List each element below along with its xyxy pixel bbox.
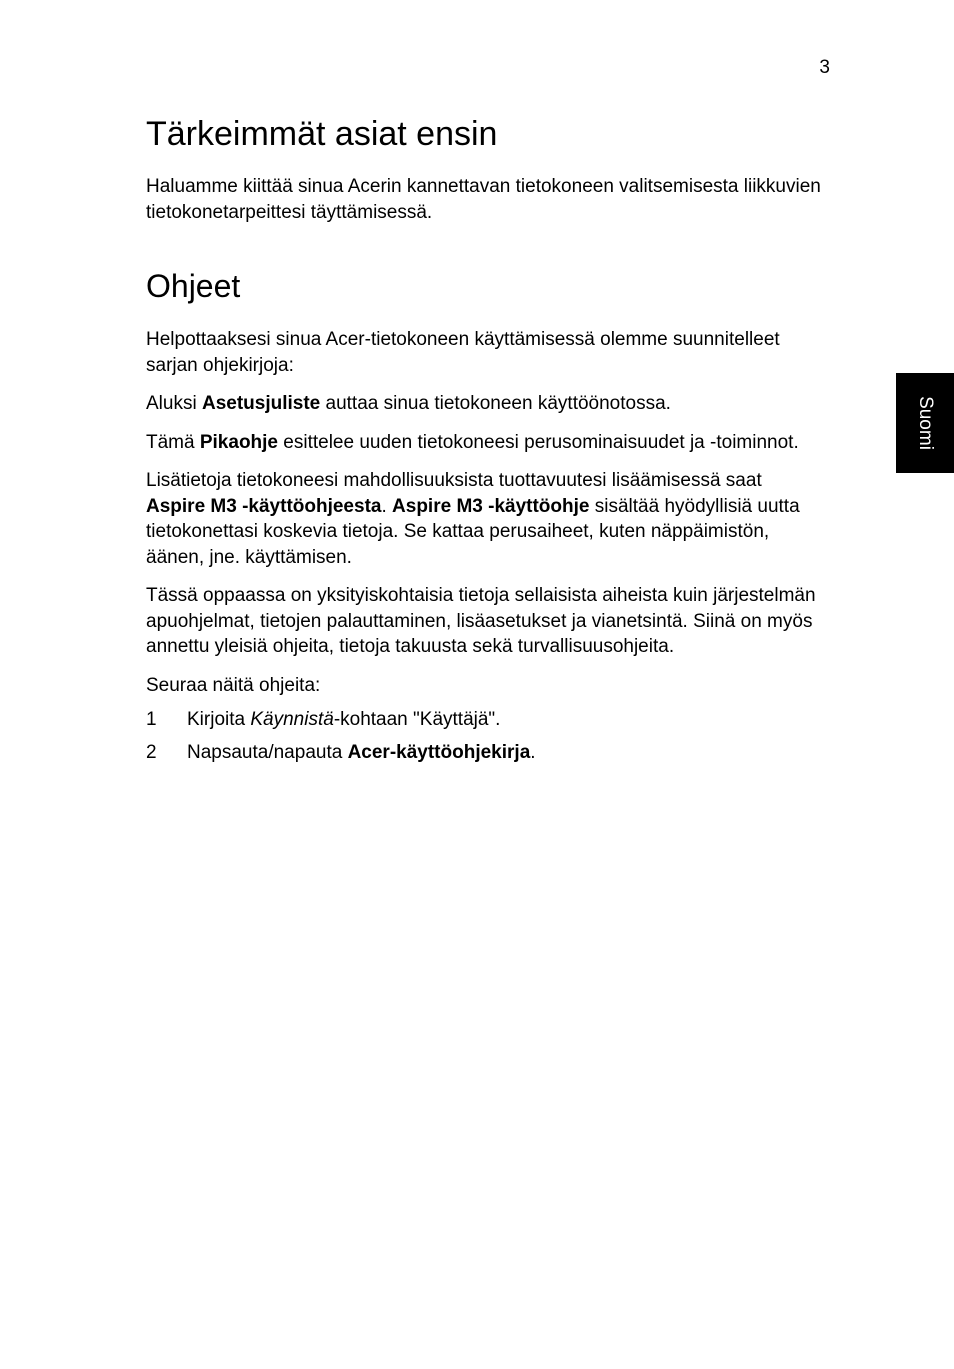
quick-guide-term: Pikaohje	[199, 431, 279, 453]
text-run: Napsauta/napauta	[187, 741, 348, 763]
list-item	[146, 740, 826, 766]
guides-intro-paragraph: Helpottaaksesi sinua Acer-tietokoneen käyttämisessä olemme suunnitelleet sarjan ohjekirjoja:	[146, 329, 780, 376]
text-run: esittelee uuden tietokoneesi perusominaisuudet ja -toiminnot.	[278, 431, 799, 453]
text-run: .	[381, 495, 393, 517]
instructions-lead-paragraph: Seuraa näitä ohjeita:	[146, 674, 321, 696]
setup-poster-paragraph	[146, 391, 826, 417]
setup-poster-term: Asetusjuliste	[201, 393, 321, 414]
step-number: 2	[146, 741, 157, 763]
text-run: Aluksi	[146, 393, 202, 414]
list-item	[146, 707, 826, 733]
step-number: 1	[146, 709, 157, 730]
section-heading-ohjeet: Ohjeet	[146, 268, 241, 304]
page-number: 3	[819, 57, 830, 78]
page-content	[146, 112, 826, 765]
user-manual-term: Aspire M3 -käyttöohjeesta	[146, 495, 382, 517]
steps-list	[146, 707, 826, 765]
text-run: Tämä	[146, 431, 200, 453]
user-guide-term: Acer-käyttöohjekirja	[347, 741, 531, 763]
text-run: .	[530, 741, 536, 763]
manual-contents-paragraph: Tässä oppaassa on yksityiskohtaisia tietoja sellaisista aiheista kuin järjestelmän apuohjelmat, tietojen palauttaminen, lisäasetukset ja vianetsintä. Siinä on myös annettu yleisiä ohjeita, tietoja takuusta sekä turvallisuusohjeita.	[146, 585, 816, 657]
user-manual-term: Aspire M3 -käyttöohje	[392, 495, 590, 517]
text-run: auttaa sinua tietokoneen käyttöönotossa.	[320, 393, 671, 414]
start-term: Käynnistä	[250, 709, 334, 730]
text-run: -kohtaan "Käyttäjä".	[333, 709, 501, 730]
user-manual-paragraph	[146, 468, 826, 570]
text-run: sisältää hyödyllisiä uutta tietokonettasi koskevia tietoja. Se kattaa perusaiheet, kuten näppäimistön, äänen, jne. käyttämisen.	[146, 495, 800, 568]
language-tab	[896, 373, 954, 473]
text-run: Kirjoita	[187, 709, 251, 730]
text-run: Lisätietoja tietokoneesi mahdollisuuksista tuottavuutesi lisäämisessä saat	[146, 470, 762, 491]
language-tab-label: Suomi	[915, 396, 936, 450]
page-title: Tärkeimmät asiat ensin	[146, 115, 498, 153]
quick-guide-paragraph	[146, 430, 826, 456]
intro-paragraph: Haluamme kiittää sinua Acerin kannettavan tietokoneen valitsemisesta liikkuvien tietokonetarpeittesi täyttämisessä.	[146, 176, 821, 223]
